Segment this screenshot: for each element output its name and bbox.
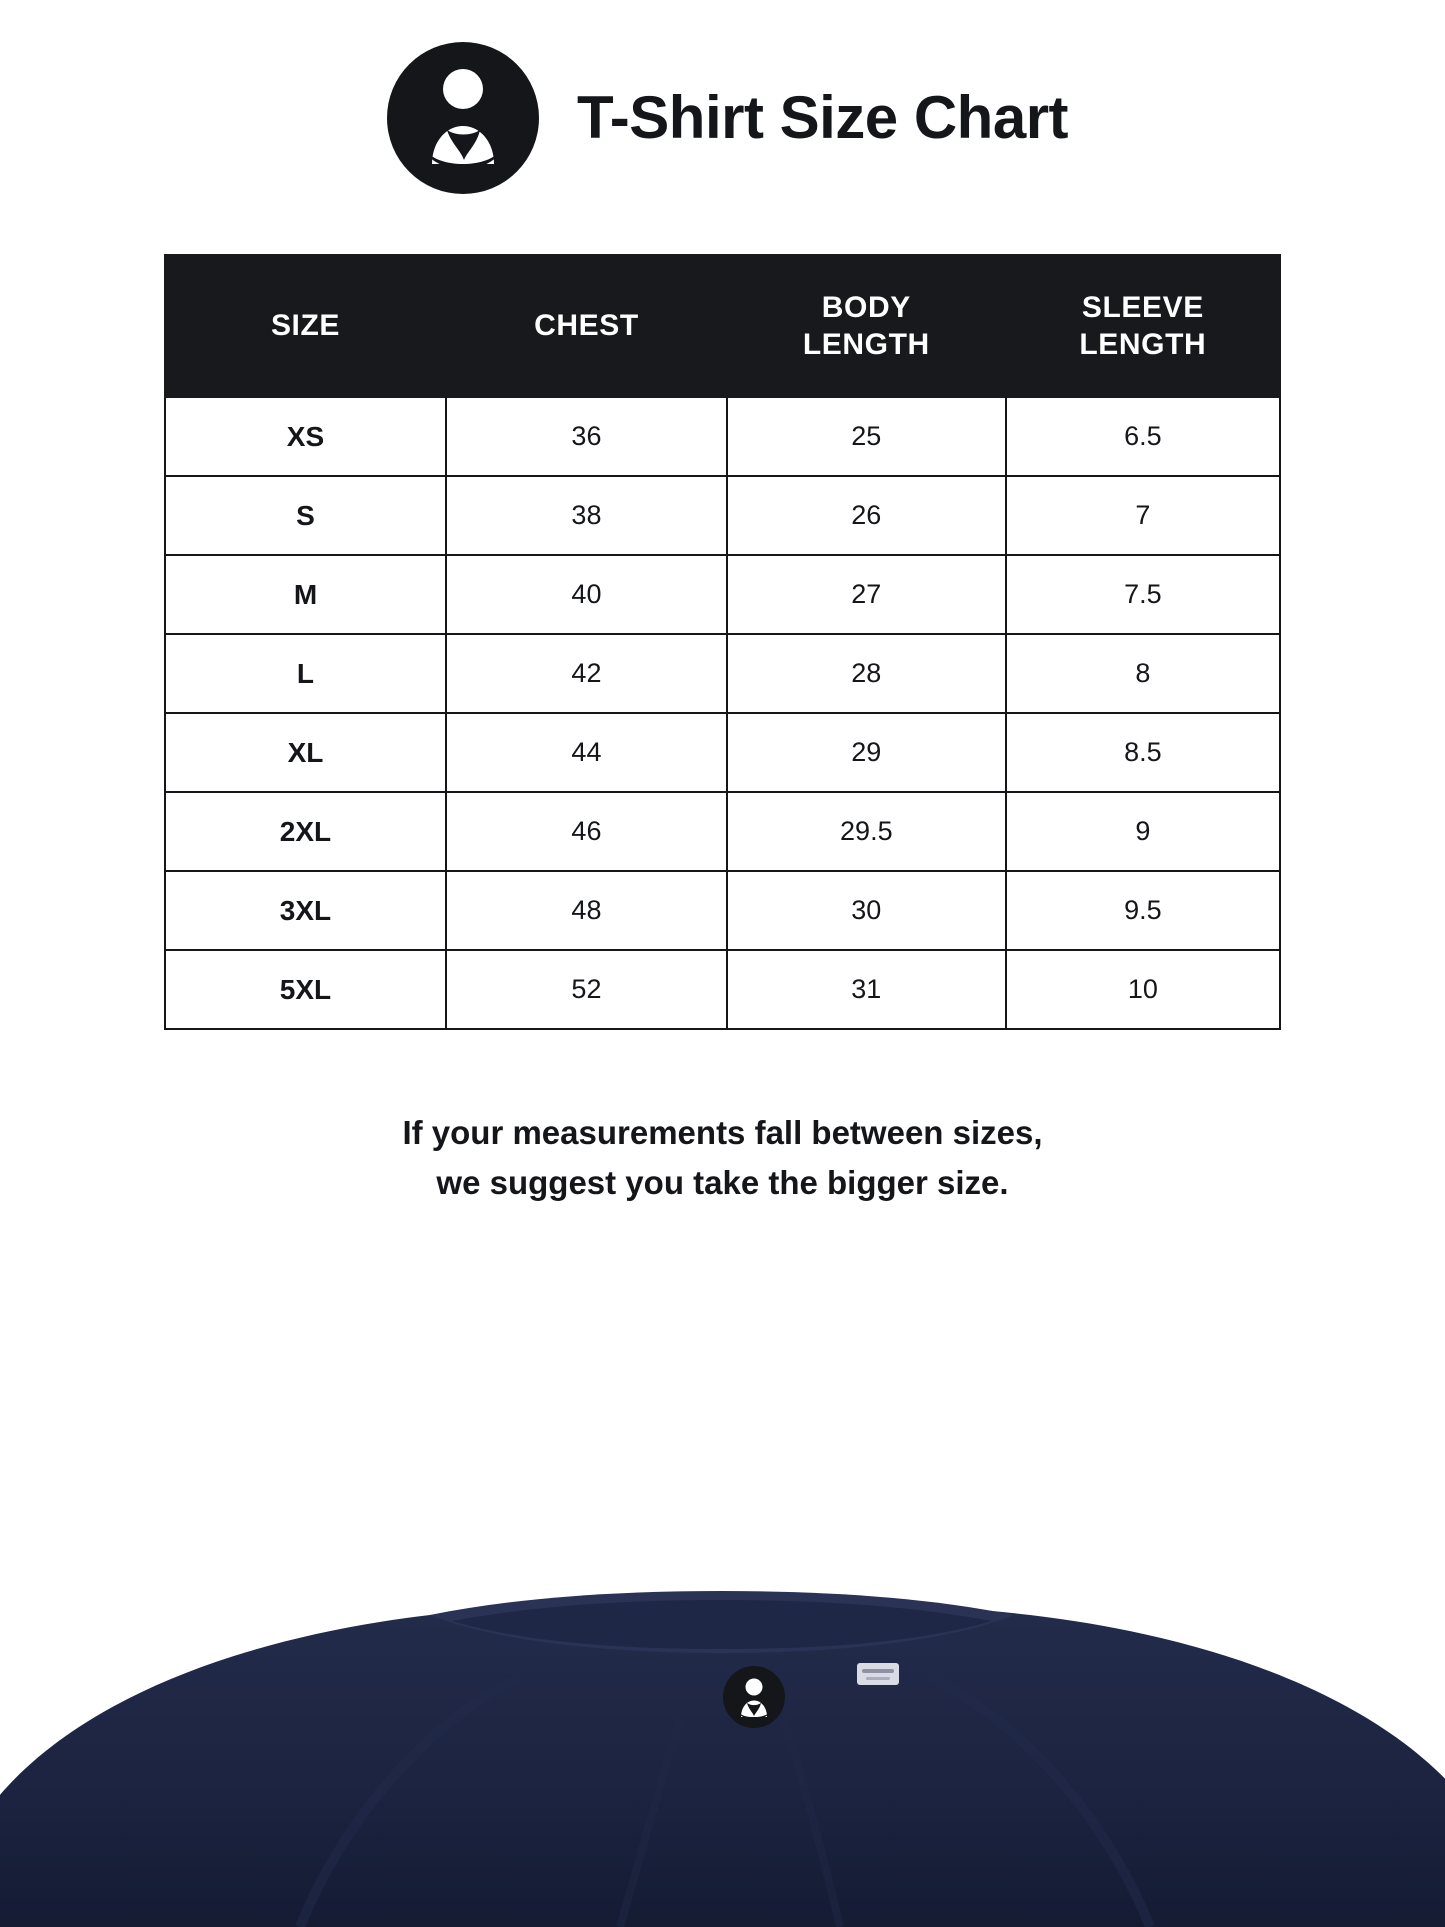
cell-size: S: [165, 476, 446, 555]
page-title: T-Shirt Size Chart: [576, 84, 1069, 151]
document-header: [0, 0, 1445, 194]
cell-body-length: 30: [727, 871, 1006, 950]
cell-body-length: 25: [727, 397, 1006, 476]
cell-body-length: 29: [727, 713, 1006, 792]
cell-chest: 40: [446, 555, 727, 634]
table-row: [165, 713, 1280, 792]
size-table-container: [164, 254, 1281, 1030]
cell-size: XS: [165, 397, 446, 476]
sizing-note-line-2: we suggest you take the bigger size.: [436, 1163, 1009, 1201]
column-header-chest: CHEST: [446, 255, 727, 397]
cell-sleeve-length: 9: [1006, 792, 1280, 871]
cell-body-length: 31: [727, 950, 1006, 1029]
cell-sleeve-length: 7: [1006, 476, 1280, 555]
cell-body-length: 27: [727, 555, 1006, 634]
cell-chest: 42: [446, 634, 727, 713]
cell-chest: 36: [446, 397, 727, 476]
cell-chest: 46: [446, 792, 727, 871]
table-row: [165, 634, 1280, 713]
cell-sleeve-length: 8: [1006, 634, 1280, 713]
table-row: [165, 397, 1280, 476]
brand-person-logo-icon: [387, 42, 539, 194]
cell-size: L: [165, 634, 446, 713]
sizing-note: [0, 1108, 1445, 1207]
column-header-body-length: BODY LENGTH: [727, 255, 1006, 397]
cell-size: XL: [165, 713, 446, 792]
cell-chest: 52: [446, 950, 727, 1029]
table-header-row: [165, 255, 1280, 397]
size-table: [164, 254, 1281, 1030]
sizing-note-line-1: If your measurements fall between sizes,: [402, 1114, 1043, 1151]
cell-chest: 44: [446, 713, 727, 792]
column-header-sleeve-length: SLEEVE LENGTH: [1006, 255, 1280, 397]
table-row: [165, 555, 1280, 634]
cell-body-length: 28: [727, 634, 1006, 713]
cell-body-length: 29.5: [727, 792, 1006, 871]
table-row: [165, 792, 1280, 871]
navy-tshirt-collar-photo: [0, 1567, 1445, 1927]
cell-size: M: [165, 555, 446, 634]
cell-size: 3XL: [165, 871, 446, 950]
table-row: [165, 950, 1280, 1029]
cell-size: 5XL: [165, 950, 446, 1029]
cell-sleeve-length: 8.5: [1006, 713, 1280, 792]
cell-chest: 48: [446, 871, 727, 950]
column-header-size: SIZE: [165, 255, 446, 397]
table-row: [165, 476, 1280, 555]
cell-chest: 38: [446, 476, 727, 555]
cell-size: 2XL: [165, 792, 446, 871]
cell-sleeve-length: 6.5: [1006, 397, 1280, 476]
cell-sleeve-length: 10: [1006, 950, 1280, 1029]
cell-sleeve-length: 9.5: [1006, 871, 1280, 950]
cell-body-length: 26: [727, 476, 1006, 555]
cell-sleeve-length: 7.5: [1006, 555, 1280, 634]
table-row: [165, 871, 1280, 950]
